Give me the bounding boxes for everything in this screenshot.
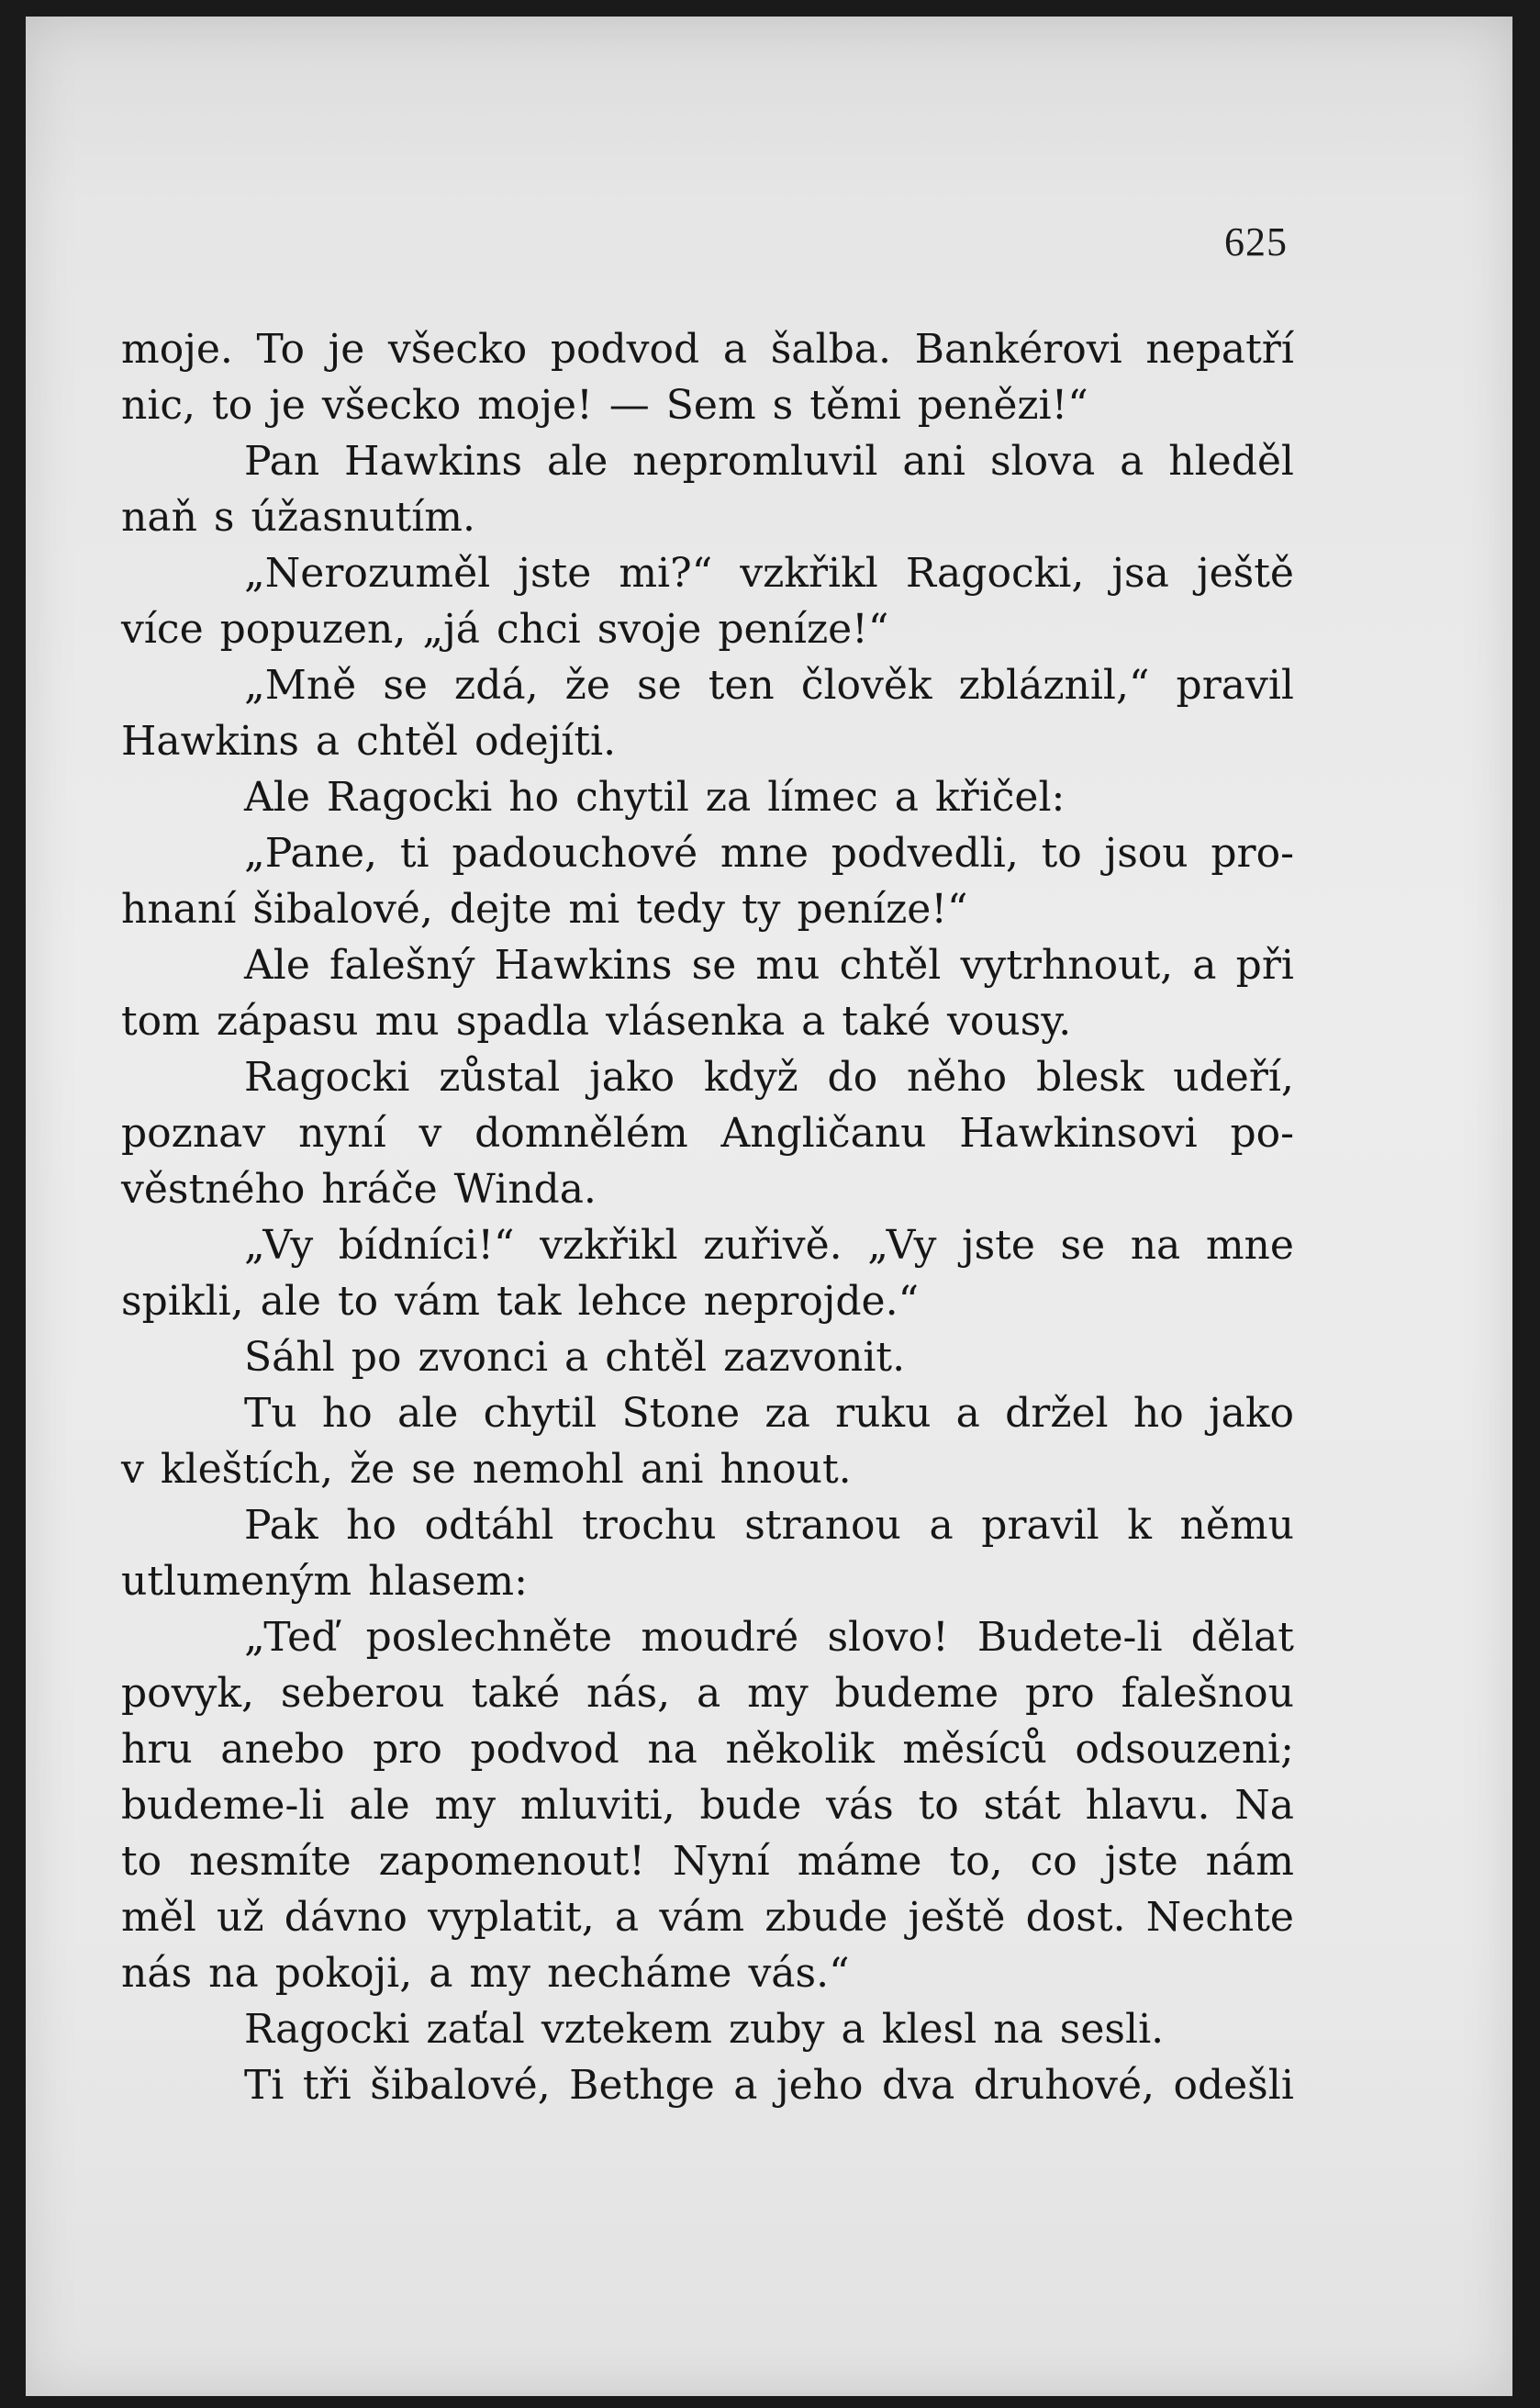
word: tři bbox=[302, 2062, 352, 2109]
word: ty bbox=[741, 886, 781, 933]
word: je bbox=[328, 326, 365, 373]
word: podvod bbox=[470, 1726, 619, 1773]
word: němu bbox=[1179, 1502, 1294, 1549]
word: se bbox=[383, 662, 428, 709]
word: mi bbox=[568, 886, 620, 933]
word: nás bbox=[121, 1950, 193, 1997]
word: ale bbox=[349, 1782, 410, 1829]
word: hleděl bbox=[1168, 438, 1294, 485]
word: popuzen, bbox=[219, 606, 407, 653]
word: mi?“ bbox=[619, 550, 713, 597]
word: Angličanu bbox=[720, 1110, 927, 1157]
text-line bbox=[121, 1833, 1294, 1889]
word: to, bbox=[949, 1838, 1003, 1885]
word: a bbox=[733, 2062, 758, 2109]
word: šalba. bbox=[770, 326, 891, 373]
word: vám bbox=[395, 1278, 480, 1325]
word: Hawkinsovi bbox=[959, 1110, 1198, 1157]
word: falešný bbox=[329, 942, 475, 989]
word: zvonci bbox=[418, 1334, 549, 1381]
word: odešli bbox=[1173, 2062, 1294, 2109]
word: Sem bbox=[665, 382, 756, 429]
word: těmi bbox=[809, 382, 901, 429]
word: a bbox=[1120, 438, 1144, 485]
text-line bbox=[121, 1665, 1294, 1721]
word: mluviti, bbox=[519, 1782, 675, 1829]
word: jste bbox=[518, 550, 592, 597]
word: šibalové, bbox=[370, 2062, 551, 2109]
word: ale bbox=[546, 438, 608, 485]
word: se bbox=[1060, 1222, 1106, 1269]
word: seberou bbox=[280, 1670, 445, 1717]
word: mne bbox=[720, 830, 809, 877]
word: hru bbox=[121, 1726, 193, 1773]
text-line bbox=[121, 825, 1294, 881]
text-line bbox=[121, 1049, 1294, 1105]
word: po- bbox=[1230, 1110, 1294, 1157]
word: ho bbox=[346, 1502, 396, 1549]
text-line bbox=[121, 1777, 1294, 1833]
text-line bbox=[121, 1217, 1294, 1273]
text-line bbox=[121, 1945, 1294, 2001]
word: více bbox=[121, 606, 204, 653]
word: všecko bbox=[321, 382, 462, 429]
book-page bbox=[26, 17, 1512, 2396]
word: chtěl bbox=[839, 942, 942, 989]
text-line bbox=[121, 937, 1294, 993]
word: ještě bbox=[908, 1894, 1006, 1941]
word: zuřivě. bbox=[703, 1222, 843, 1269]
word: Budete-li bbox=[976, 1614, 1163, 1661]
word: ho bbox=[321, 1390, 373, 1437]
text-line bbox=[121, 1105, 1294, 1161]
text-line bbox=[121, 601, 1294, 657]
word: chci bbox=[497, 606, 581, 653]
word: a bbox=[801, 998, 826, 1045]
word: zdá, bbox=[454, 662, 539, 709]
word: stát bbox=[983, 1782, 1061, 1829]
word: Ragocki bbox=[244, 1054, 410, 1101]
word: Ale bbox=[244, 942, 310, 989]
word: necháme bbox=[547, 1950, 732, 1997]
word: neprojde.“ bbox=[703, 1278, 920, 1325]
text-line bbox=[121, 2001, 1294, 2057]
word: také bbox=[842, 998, 932, 1045]
word: jste bbox=[962, 1222, 1035, 1269]
word: udeří, bbox=[1173, 1054, 1294, 1101]
word: měsíců bbox=[902, 1726, 1047, 1773]
word: slova bbox=[989, 438, 1096, 485]
word: ti bbox=[399, 830, 430, 877]
word: budeme bbox=[834, 1670, 999, 1717]
word: člověk bbox=[800, 662, 932, 709]
word: zazvonit. bbox=[723, 1334, 906, 1381]
word: tak bbox=[496, 1278, 562, 1325]
word: a bbox=[697, 1670, 721, 1717]
word: Ragocki bbox=[244, 2006, 410, 2053]
word: blesk bbox=[1035, 1054, 1144, 1101]
word: a bbox=[429, 1950, 453, 1997]
word: nic, bbox=[121, 382, 196, 429]
word: límec bbox=[767, 774, 878, 821]
word: dávno bbox=[284, 1894, 407, 1941]
word: vytrhnout, bbox=[960, 942, 1174, 989]
word: my bbox=[434, 1782, 497, 1829]
text-line bbox=[121, 769, 1294, 825]
word: držel bbox=[1005, 1390, 1109, 1437]
word: a bbox=[564, 1334, 589, 1381]
word: Hawkins bbox=[494, 942, 673, 989]
text-line bbox=[121, 377, 1294, 433]
word: za bbox=[705, 774, 752, 821]
word: to bbox=[337, 1278, 379, 1325]
word: všecko bbox=[387, 326, 528, 373]
text-line bbox=[121, 2057, 1294, 2113]
word: chytil bbox=[575, 774, 689, 821]
word: ten bbox=[708, 662, 775, 709]
word: To bbox=[256, 326, 305, 373]
text-line bbox=[121, 1721, 1294, 1777]
word: Na bbox=[1234, 1782, 1294, 1829]
word: s bbox=[772, 382, 794, 429]
word: domnělém bbox=[474, 1110, 688, 1157]
word: ani bbox=[640, 1446, 704, 1493]
word: budeme-li bbox=[121, 1782, 325, 1829]
word: poznav bbox=[121, 1110, 266, 1157]
word: se bbox=[691, 942, 737, 989]
word: my bbox=[469, 1950, 531, 1997]
word: stranou bbox=[744, 1502, 901, 1549]
word: moje. bbox=[121, 326, 233, 373]
word: podvedli, bbox=[831, 830, 1019, 877]
word: Ragocki, bbox=[905, 550, 1085, 597]
word: ještě bbox=[1196, 550, 1294, 597]
word: „Nerozuměl bbox=[244, 550, 491, 597]
word: lehce bbox=[577, 1278, 687, 1325]
text-line bbox=[121, 993, 1294, 1049]
word: zůstal bbox=[439, 1054, 561, 1101]
text-line bbox=[121, 657, 1294, 713]
word: poslechněte bbox=[365, 1614, 613, 1661]
text-line bbox=[121, 1273, 1294, 1329]
word: po bbox=[351, 1334, 402, 1381]
word: a bbox=[955, 1390, 980, 1437]
text-line bbox=[121, 1161, 1294, 1217]
word: Pan bbox=[244, 438, 320, 485]
word: dělat bbox=[1190, 1614, 1294, 1661]
word: se bbox=[411, 1446, 456, 1493]
word: utlumeným bbox=[121, 1558, 352, 1605]
word: Hawkins bbox=[344, 438, 523, 485]
word: na bbox=[1130, 1222, 1181, 1269]
word: za bbox=[764, 1390, 810, 1437]
word: to bbox=[212, 382, 253, 429]
word: hlasem: bbox=[368, 1558, 528, 1605]
word: anebo bbox=[220, 1726, 345, 1773]
text-line bbox=[121, 1889, 1294, 1945]
word: nám bbox=[1205, 1838, 1294, 1885]
word: pro bbox=[373, 1726, 442, 1773]
word: jsou bbox=[1104, 830, 1188, 877]
word: mu bbox=[755, 942, 820, 989]
word: a bbox=[894, 774, 920, 821]
word: zapomenout! bbox=[378, 1838, 645, 1885]
word: že bbox=[564, 662, 610, 709]
word: ruku bbox=[835, 1390, 932, 1437]
word: jste bbox=[1104, 1838, 1178, 1885]
word: při bbox=[1235, 942, 1294, 989]
word: šibalové, bbox=[252, 886, 433, 933]
word: nepatří bbox=[1145, 326, 1294, 373]
word: úžasnutím. bbox=[251, 494, 475, 541]
word: ho bbox=[1133, 1390, 1184, 1437]
word: spikli, bbox=[121, 1278, 244, 1325]
word: nyní bbox=[298, 1110, 386, 1157]
text-line bbox=[121, 713, 1294, 769]
word: křičel: bbox=[935, 774, 1066, 821]
word: máme bbox=[797, 1838, 922, 1885]
word: falešnou bbox=[1121, 1670, 1294, 1717]
word: ho bbox=[508, 774, 560, 821]
word: vzkřikl bbox=[740, 550, 878, 597]
word: ale bbox=[396, 1390, 459, 1437]
word: je bbox=[269, 382, 306, 429]
word: sesli. bbox=[1059, 2006, 1165, 2053]
word: hnaní bbox=[121, 886, 237, 933]
word: a bbox=[315, 718, 340, 765]
word: vám bbox=[659, 1894, 745, 1941]
word: vyplatit, bbox=[428, 1894, 595, 1941]
word: také bbox=[471, 1670, 561, 1717]
word: když bbox=[703, 1054, 798, 1101]
word: chytil bbox=[483, 1390, 597, 1437]
word: to bbox=[121, 1838, 162, 1885]
word: Ragocki bbox=[326, 774, 493, 821]
word: pravil bbox=[1176, 662, 1294, 709]
word: pokoji, bbox=[274, 1950, 413, 1997]
word: jeho bbox=[776, 2062, 864, 2109]
word: co bbox=[1030, 1838, 1077, 1885]
word: na bbox=[993, 2006, 1043, 2053]
word: se bbox=[636, 662, 682, 709]
word: moje! bbox=[477, 382, 593, 429]
word: „Mně bbox=[244, 662, 357, 709]
word: na bbox=[208, 1950, 259, 1997]
word: zaťal bbox=[426, 2006, 525, 2053]
word: pro- bbox=[1211, 830, 1294, 877]
word: penězi!“ bbox=[917, 382, 1088, 429]
word: vás bbox=[826, 1782, 894, 1829]
word: druhové, bbox=[973, 2062, 1155, 2109]
word: — bbox=[608, 382, 650, 429]
text-line bbox=[121, 1385, 1294, 1441]
word: Nechte bbox=[1145, 1894, 1294, 1941]
word: Sáhl bbox=[244, 1334, 335, 1381]
word: věstného bbox=[121, 1166, 306, 1213]
word: zuby bbox=[729, 2006, 825, 2053]
text-line bbox=[121, 881, 1294, 937]
text-line bbox=[121, 1553, 1294, 1609]
word: naň bbox=[121, 494, 197, 541]
word: svoje bbox=[597, 606, 702, 653]
word: mu bbox=[374, 998, 440, 1045]
word: Bankérovi bbox=[914, 326, 1122, 373]
word: pro bbox=[1025, 1670, 1095, 1717]
word: Tu bbox=[244, 1390, 297, 1437]
word: že bbox=[349, 1446, 396, 1493]
word: a bbox=[614, 1894, 640, 1941]
word: v bbox=[121, 1446, 144, 1493]
word: Ti bbox=[244, 2062, 285, 2109]
word: na bbox=[647, 1726, 697, 1773]
word: Hawkins bbox=[121, 718, 299, 765]
word: v bbox=[418, 1110, 442, 1157]
word: spadla bbox=[455, 998, 590, 1045]
word: to bbox=[1041, 830, 1082, 877]
word: pravil bbox=[981, 1502, 1099, 1549]
word: nepromluvil bbox=[632, 438, 878, 485]
word: odsouzeni; bbox=[1075, 1726, 1294, 1773]
word: Ale bbox=[244, 774, 310, 821]
word: Nyní bbox=[672, 1838, 770, 1885]
text-line bbox=[121, 1441, 1294, 1497]
word: nemohl bbox=[472, 1446, 624, 1493]
word: jako bbox=[1208, 1390, 1294, 1437]
word: jsa bbox=[1111, 550, 1169, 597]
word: ani bbox=[902, 438, 966, 485]
text-line bbox=[121, 1497, 1294, 1553]
text-line bbox=[121, 433, 1294, 489]
word: zápasu bbox=[216, 998, 359, 1045]
word: už bbox=[217, 1894, 264, 1941]
word: padouchové bbox=[452, 830, 698, 877]
page-body-text bbox=[121, 321, 1294, 2113]
word: peníze!“ bbox=[797, 886, 968, 933]
page-number: 625 bbox=[1224, 219, 1288, 264]
word: s bbox=[213, 494, 235, 541]
word: „Teď bbox=[244, 1614, 338, 1661]
word: slovo! bbox=[827, 1614, 949, 1661]
word: Bethge bbox=[569, 2062, 715, 2109]
word: vás.“ bbox=[748, 1950, 850, 1997]
word: dost. bbox=[1025, 1894, 1126, 1941]
word: a bbox=[1192, 942, 1217, 989]
word: měl bbox=[121, 1894, 196, 1941]
word: a bbox=[929, 1502, 954, 1549]
word: peníze!“ bbox=[718, 606, 889, 653]
word: kleštích, bbox=[160, 1446, 333, 1493]
word: mne bbox=[1205, 1222, 1294, 1269]
word: odejíti. bbox=[474, 718, 617, 765]
word: chtěl bbox=[356, 718, 458, 765]
word: zbláznil,“ bbox=[958, 662, 1150, 709]
word: do bbox=[827, 1054, 878, 1101]
word: my bbox=[747, 1670, 809, 1717]
text-line bbox=[121, 489, 1294, 545]
word: chtěl bbox=[605, 1334, 708, 1381]
word: „já bbox=[422, 606, 481, 653]
word: odtáhl bbox=[424, 1502, 554, 1549]
word: trochu bbox=[582, 1502, 717, 1549]
word: vzkřikl bbox=[540, 1222, 678, 1269]
word: podvod bbox=[550, 326, 700, 373]
word: bídníci!“ bbox=[338, 1222, 515, 1269]
word: „Vy bbox=[867, 1222, 937, 1269]
word: Winda. bbox=[453, 1166, 597, 1213]
word: k bbox=[1127, 1502, 1152, 1549]
text-line bbox=[121, 545, 1294, 601]
word: hnout. bbox=[720, 1446, 852, 1493]
word: ale bbox=[260, 1278, 321, 1325]
text-line bbox=[121, 1609, 1294, 1665]
word: zbude bbox=[764, 1894, 888, 1941]
word: vztekem bbox=[541, 2006, 712, 2053]
word: dva bbox=[881, 2062, 955, 2109]
word: hlavu. bbox=[1085, 1782, 1211, 1829]
word: jako bbox=[589, 1054, 675, 1101]
word: bude bbox=[699, 1782, 802, 1829]
word: něho bbox=[906, 1054, 1008, 1101]
word: vousy. bbox=[947, 998, 1072, 1045]
word: a bbox=[722, 326, 748, 373]
text-line bbox=[121, 321, 1294, 377]
word: několik bbox=[725, 1726, 875, 1773]
word: to bbox=[918, 1782, 959, 1829]
word: Pak bbox=[244, 1502, 318, 1549]
word: a bbox=[841, 2006, 865, 2053]
word: moudré bbox=[641, 1614, 799, 1661]
text-line bbox=[121, 1329, 1294, 1385]
word: klesl bbox=[881, 2006, 977, 2053]
word: tedy bbox=[636, 886, 725, 933]
word: vlásenka bbox=[606, 998, 786, 1045]
word: nás, bbox=[586, 1670, 671, 1717]
word: povyk, bbox=[121, 1670, 255, 1717]
word: dejte bbox=[449, 886, 552, 933]
word: „Vy bbox=[244, 1222, 314, 1269]
word: Stone bbox=[621, 1390, 741, 1437]
word: tom bbox=[121, 998, 200, 1045]
word: „Pane, bbox=[244, 830, 378, 877]
word: nesmíte bbox=[189, 1838, 352, 1885]
word: hráče bbox=[321, 1166, 438, 1213]
